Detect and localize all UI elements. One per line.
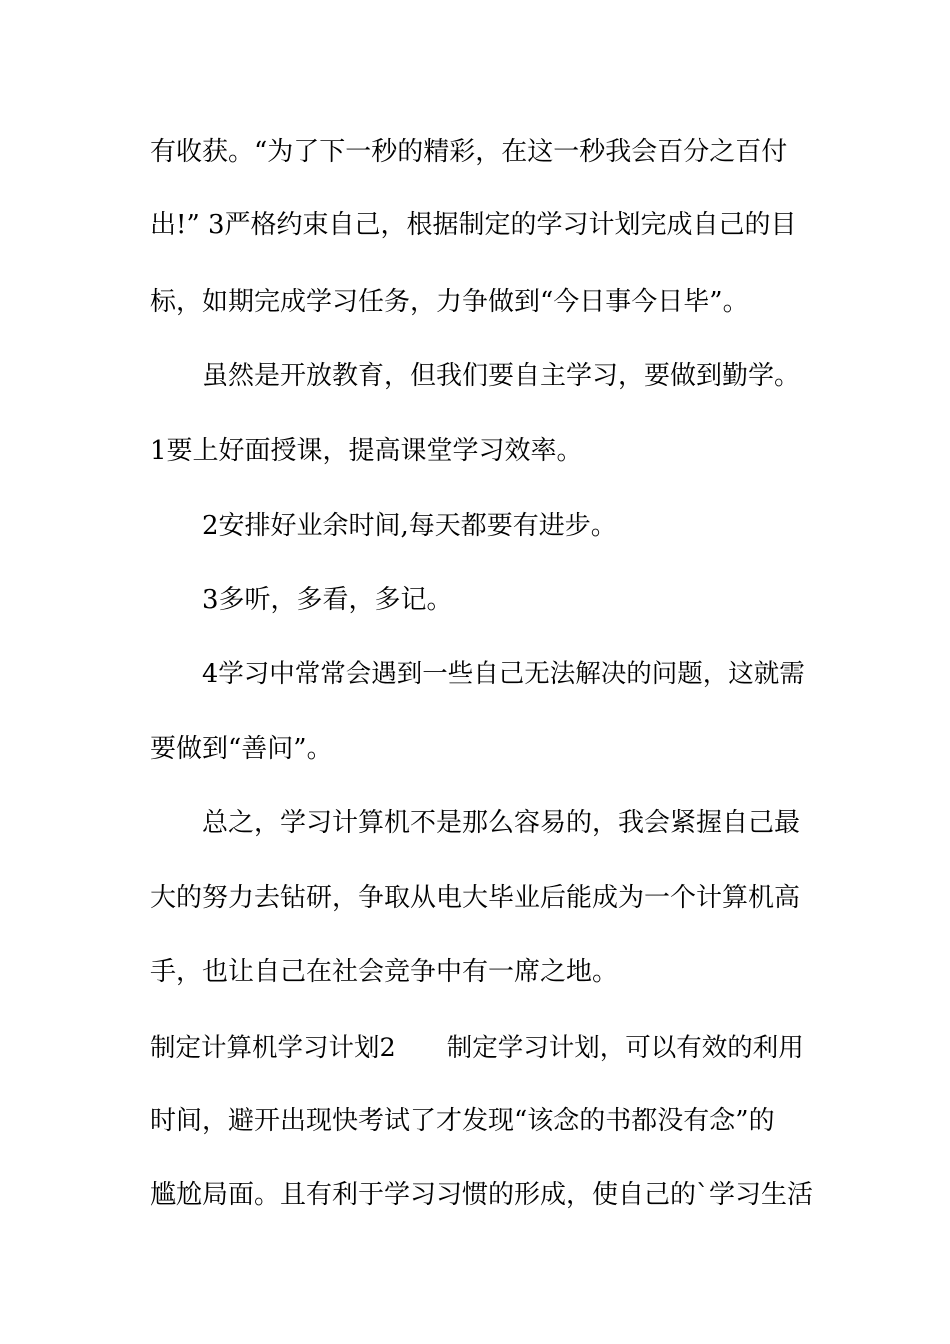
- text-line-2: 出!” 3严格约束自己，根据制定的学习计划完成自己的目: [150, 210, 797, 240]
- text-line-14: 时间，避开出现快考试了才发现“该念的书都没有念”的: [150, 1106, 775, 1136]
- text-line-1: 有收获。“为了下一秒的精彩，在这一秒我会百分之百付: [150, 137, 788, 167]
- text-line-3: 标，如期完成学习任务，力争做到“今日事今日毕”。: [150, 287, 749, 317]
- text-line-15: 尴尬局面。且有利于学习习惯的形成，使自己的`学习生活: [150, 1180, 814, 1210]
- text-line-10: 总之，学习计算机不是那么容易的，我会紧握自己最: [202, 808, 801, 838]
- text-line-9: 要做到“善问”。: [150, 734, 333, 764]
- text-line-12: 手，也让自己在社会竞争中有一席之地。: [150, 957, 619, 987]
- text-line-4: 虽然是开放教育，但我们要自主学习，要做到勤学。: [202, 361, 801, 391]
- text-line-8: 4学习中常常会遇到一些自己无法解决的问题，这就需: [202, 659, 805, 689]
- text-line-13: 制定计算机学习计划2 制定学习计划，可以有效的利用: [150, 1033, 804, 1063]
- text-line-5: 1要上好面授课，提高课堂学习效率。: [150, 436, 583, 466]
- text-line-7: 3多听，多看，多记。: [202, 585, 453, 615]
- text-line-6: 2安排好业余时间,每天都要有进步。: [202, 511, 617, 541]
- text-line-11: 大的努力去钻研，争取从电大毕业后能成为一个计算机高: [150, 883, 801, 913]
